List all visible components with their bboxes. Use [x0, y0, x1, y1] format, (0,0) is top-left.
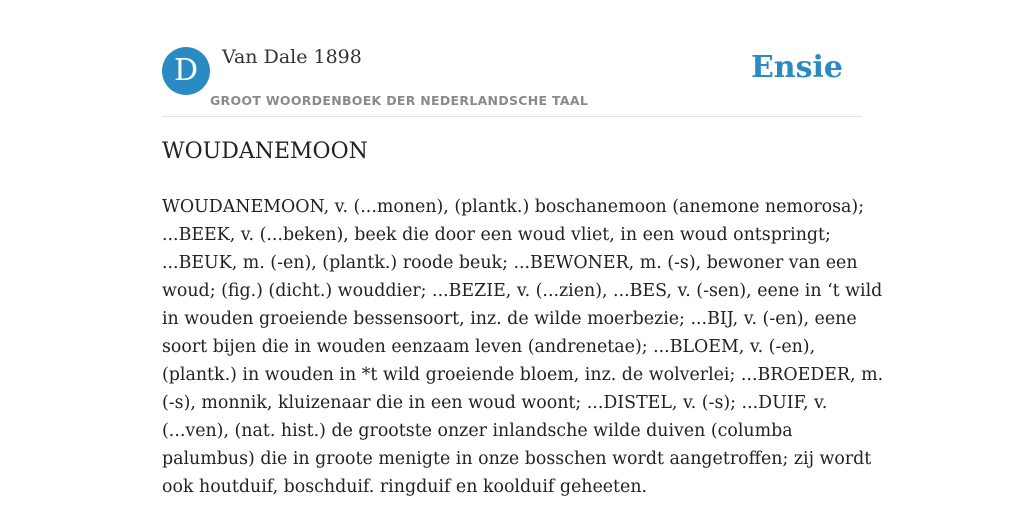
definition-line: in wouden groeiende bessensoort, inz. de wilde moerbezie; ...BIJ, v. (-en), eene: [162, 309, 857, 329]
definition: [162, 193, 884, 501]
header: [162, 0, 862, 117]
definition-line: soort bijen die in wouden eenzaam leven (andrenetae); ...BLOEM, v. (-en),: [162, 337, 816, 357]
definition-line: ...BEUK, m. (-en), (plantk.) roode beuk; ...BEWONER, m. (-s), bewoner van een: [162, 253, 858, 273]
definition-line: (...ven), (nat. hist.) de grootste onzer inlandsche wilde duiven (columba: [162, 421, 793, 441]
definition-line: palumbus) die in groote menigte in onze bosschen wordt aangetroffen; zij wordt: [162, 449, 872, 469]
source-logo[interactable]: D: [162, 47, 210, 95]
definition-line: ...BEEK, v. (...beken), beek die door een woud vliet, in een woud ontspringt;: [162, 225, 831, 245]
definition-line: woud; (fig.) (dicht.) wouddier; ...BEZIE, v. (...zien), ...BES, v. (-sen), eene in ‘t wild: [162, 281, 883, 301]
definition-line: (plantk.) in wouden in *t wild groeiende bloem, inz. de wolverlei; ...BROEDER, m.: [162, 365, 884, 385]
definition-line: WOUDANEMOON, v. (...monen), (plantk.) boschanemoon (anemone nemorosa);: [162, 197, 865, 217]
definition-line: (-s), monnik, kluizenaar die in een woud woont; ...DISTEL, v. (-s); ...DUIF, v.: [162, 393, 828, 413]
source-title[interactable]: Van Dale 1898: [222, 46, 362, 68]
source-subtitle: GROOT WOORDENBOEK DER NEDERLANDSCHE TAAL: [210, 93, 589, 108]
page-container: [162, 0, 884, 497]
definition-line: ook houtduif, boschduif. ringduif en koolduif geheeten.: [162, 477, 648, 497]
brand-logo[interactable]: Ensie: [750, 50, 843, 85]
headword: WOUDANEMOON: [162, 139, 368, 164]
